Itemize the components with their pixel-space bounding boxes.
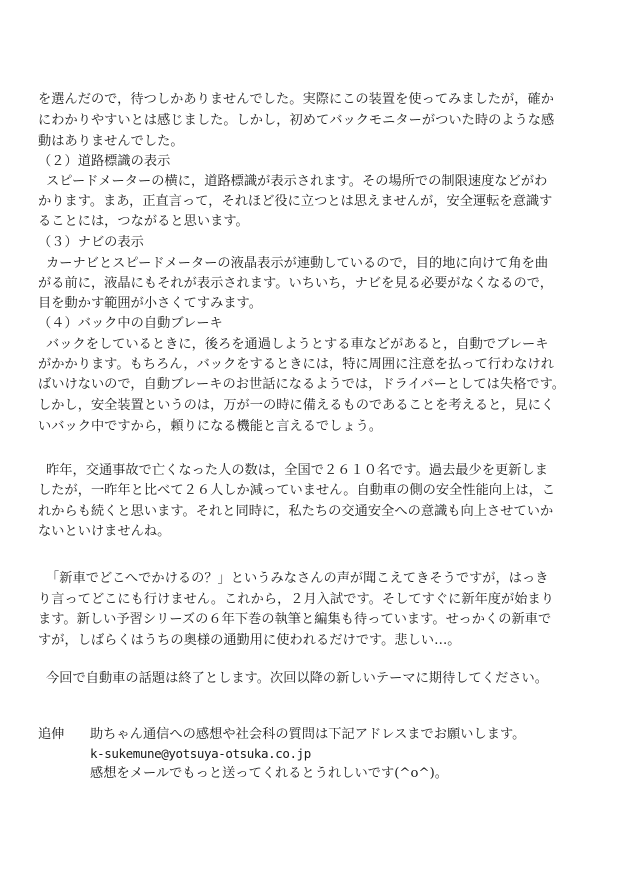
body-text-line: 昨年，交通事故で亡くなった人の数は，全国で２６１０名です。過去最少を更新しま — [46, 463, 548, 478]
postscript-label: 追伸 — [38, 727, 65, 742]
body-text-line: れからも続くと思います。それと同時に，私たちの交通安全への意識も向上させていか — [38, 504, 554, 519]
closing-text: 今回で自動車の話題は終了とします。次回以降の新しいテーマに期待してください。 — [46, 671, 548, 686]
body-text-line: がる前に，液晶にもそれが表示されます。いちいち，ナビを見る必要がなくなるので， — [38, 276, 553, 291]
body-text-line: を選んだので，待つしかありませんでした。実際にこの装置を使ってみましたが，確か — [38, 92, 554, 107]
contact-email: k-sukemune@yotsuya-otsuka.co.jp — [90, 746, 311, 761]
body-text-line: スピードメーターの横に，道路標識が表示されます。その場所での制限速度などがわ — [46, 174, 548, 189]
body-text-line: いバック中ですから，頼りになる機能と言えるでしょう。 — [38, 419, 383, 434]
body-text-line: 動はありませんでした。 — [38, 134, 184, 149]
body-text-line: しかし，安全装置というのは，万が一の時に備えるものであることを考えると，見にく — [38, 398, 555, 413]
postscript-text: 感想をメールでもっと送ってくれるとうれしいです(^o^)。 — [90, 766, 449, 781]
body-text-line: ることには，つながると思います。 — [38, 214, 249, 229]
body-text-line: カーナビとスピードメーターの液晶表示が連動しているので，目的地に向けて角を曲 — [46, 256, 549, 271]
body-text-line: ないといけませんね。 — [38, 524, 171, 539]
body-text-line: がかかります。もちろん，バックをするときには，特に周囲に注意を払って行わなけれ — [38, 357, 554, 372]
body-text-line: バックをしているときに，後ろを通過しようとする車などがあると，自動でブレーキ — [46, 337, 549, 352]
body-text-line: 目を動かす範囲が小さくてすみます。 — [38, 296, 262, 311]
body-text-line: すが，しばらくはうちの奥様の通勤用に使われるだけです。悲しい…。 — [38, 633, 461, 648]
body-text-line: かります。まあ，正直言って，それほど役に立つとは思えませんが，安全運転を意識す — [38, 194, 553, 209]
section-heading-auto-brake: （４）バック中の自動ブレーキ — [38, 316, 223, 331]
body-text-line: したが，一昨年と比べて２６人しか減っていません。自動車の側の安全性能向上は，こ — [38, 483, 556, 498]
body-text-line: 「新車でどこへでかけるの？」というみなさんの声が聞こえてきそうですが，はっき — [46, 571, 549, 586]
body-text-line: り言ってどこにも行けません。これから，２月入試です。そしてすぐに新年度が始まり — [38, 592, 554, 607]
body-text-line: ばいけないので，自動ブレーキのお世話になるようでは，ドライバーとしては失格です。 — [38, 377, 565, 392]
postscript-text: 助ちゃん通信への感想や社会科の質問は下記アドレスまでお願いします。 — [90, 727, 526, 742]
section-heading-road-signs: （２）道路標識の表示 — [38, 154, 171, 169]
body-text-line: にわかりやすいとは感じました。しかし，初めてバックモニターがついた時のような感 — [38, 113, 555, 128]
body-text-line: ます。新しい予習シリーズの６年下巻の執筆と編集も待っています。せっかくの新車で — [38, 612, 552, 627]
section-heading-navi: （３）ナビの表示 — [38, 235, 144, 250]
